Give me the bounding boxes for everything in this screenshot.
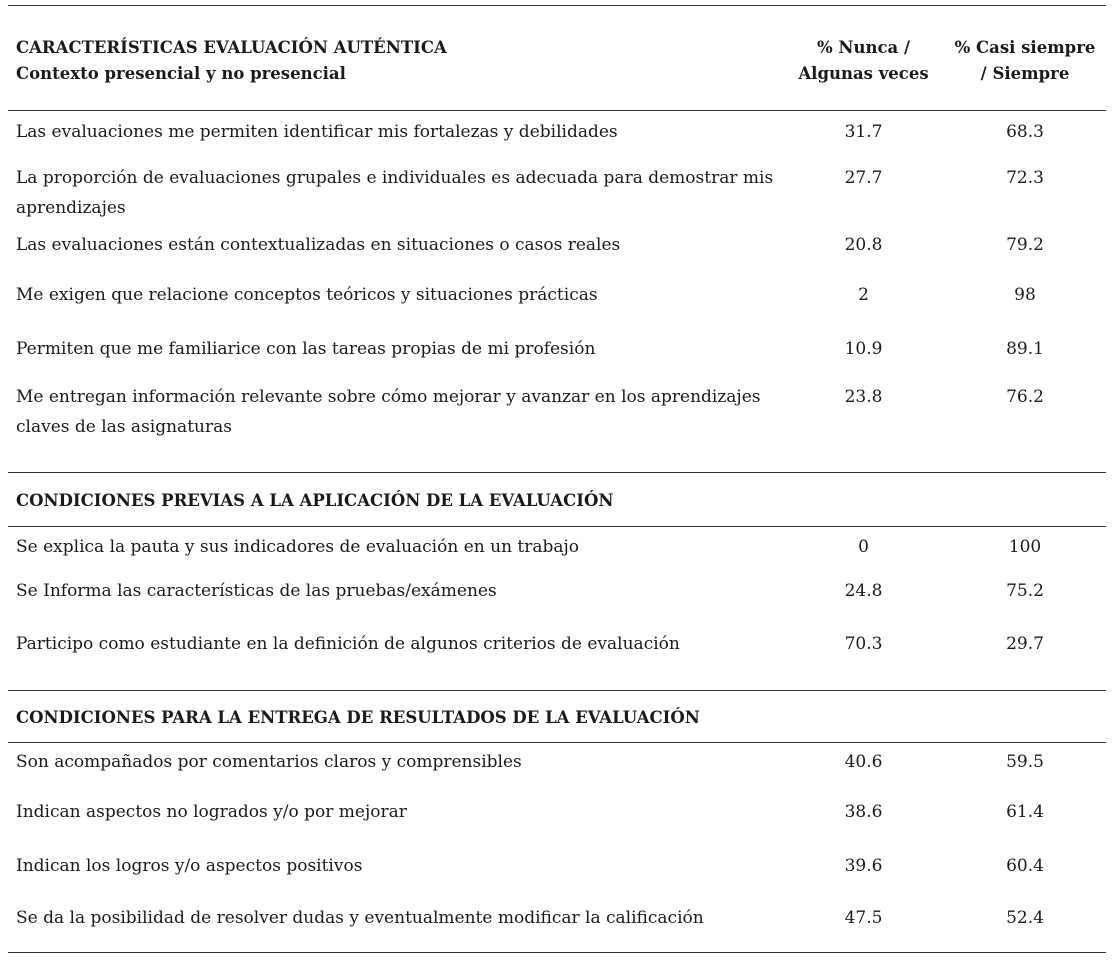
table-row-label: Las evaluaciones me permiten identificar mis fortalezas y debilidades (16, 122, 618, 142)
table-row-label: Participo como estudiante en la definición de algunos criterios de evaluación (16, 634, 680, 654)
table-cell-nunca: 38.6 (844, 802, 883, 822)
section-rule (8, 472, 1106, 473)
table-cell-nunca: 47.5 (844, 908, 883, 928)
table-cell-nunca: 10.9 (844, 339, 883, 359)
column-header-nunca (790, 35, 937, 87)
table-cell-nunca: 40.6 (844, 752, 883, 772)
table-bottom-rule (8, 952, 1106, 953)
column-header-nunca-line1: % Nunca / (816, 38, 910, 57)
table-row-label: Me entregan información relevante sobre cómo mejorar y avanzar en los aprendizajes claves de las asignaturas (16, 387, 761, 437)
table-cell-nunca: 0 (858, 537, 869, 557)
section-title: CONDICIONES PARA LA ENTREGA DE RESULTADOS DE LA EVALUACIÓN (16, 708, 700, 727)
table-cell-siempre: 89.1 (1006, 339, 1044, 359)
table-title-line2: Contexto presencial y no presencial (16, 64, 346, 83)
table-cell-nunca: 27.7 (844, 168, 883, 188)
table-title-line1: CARACTERÍSTICAS EVALUACIÓN AUTÉNTICA (16, 38, 447, 57)
table-row-label: Indican aspectos no logrados y/o por mejorar (16, 802, 407, 822)
table-row-label: Se Informa las características de las pruebas/exámenes (16, 581, 497, 601)
table-cell-siempre: 72.3 (1006, 168, 1044, 188)
table-cell-siempre: 60.4 (1006, 856, 1044, 876)
table-cell-siempre: 75.2 (1006, 581, 1044, 601)
section-rule (8, 526, 1106, 527)
table-cell-siempre: 52.4 (1006, 908, 1044, 928)
table-row-label: Son acompañados por comentarios claros y comprensibles (16, 752, 522, 772)
table-row-label: Las evaluaciones están contextualizadas en situaciones o casos reales (16, 235, 621, 255)
table-cell-siempre: 76.2 (1006, 387, 1044, 407)
column-header-siempre (946, 35, 1104, 87)
column-header-nunca-line2: Algunas veces (798, 64, 929, 83)
table-cell-siempre: 29.7 (1006, 634, 1044, 654)
table-cell-nunca: 39.6 (844, 856, 883, 876)
table-row-label: La proporción de evaluaciones grupales e individuales es adecuada para demostrar mis aprendizajes (16, 168, 774, 218)
table-cell-nunca: 70.3 (844, 634, 883, 654)
table-row-label: Indican los logros y/o aspectos positivos (16, 856, 363, 876)
table-cell-siempre: 100 (1008, 537, 1042, 557)
table-cell-siempre: 98 (1014, 285, 1036, 305)
column-header-siempre-line1: % Casi siempre (954, 38, 1096, 57)
table-row-label: Se da la posibilidad de resolver dudas y eventualmente modificar la calificación (16, 908, 704, 928)
table-row-label: Me exigen que relacione conceptos teóricos y situaciones prácticas (16, 285, 598, 305)
table-cell-nunca: 2 (858, 285, 869, 305)
table-cell-siempre: 59.5 (1006, 752, 1044, 772)
column-header-siempre-line2: / Siempre (980, 64, 1070, 83)
table-top-rule (8, 5, 1106, 6)
table-cell-siempre: 79.2 (1006, 235, 1044, 255)
section-title: CONDICIONES PREVIAS A LA APLICACIÓN DE LA EVALUACIÓN (16, 491, 614, 510)
table-row-label: Permiten que me familiarice con las tareas propias de mi profesión (16, 339, 596, 359)
table-title (16, 35, 447, 87)
table-cell-siempre: 68.3 (1006, 122, 1044, 142)
table-cell-nunca: 31.7 (844, 122, 883, 142)
table-cell-siempre: 61.4 (1006, 802, 1044, 822)
section-rule (8, 690, 1106, 691)
table-cell-nunca: 24.8 (844, 581, 883, 601)
table-cell-nunca: 23.8 (844, 387, 883, 407)
table-cell-nunca: 20.8 (844, 235, 883, 255)
table-row-label: Se explica la pauta y sus indicadores de evaluación en un trabajo (16, 537, 580, 557)
section-rule (8, 742, 1106, 743)
header-rule (8, 110, 1106, 111)
